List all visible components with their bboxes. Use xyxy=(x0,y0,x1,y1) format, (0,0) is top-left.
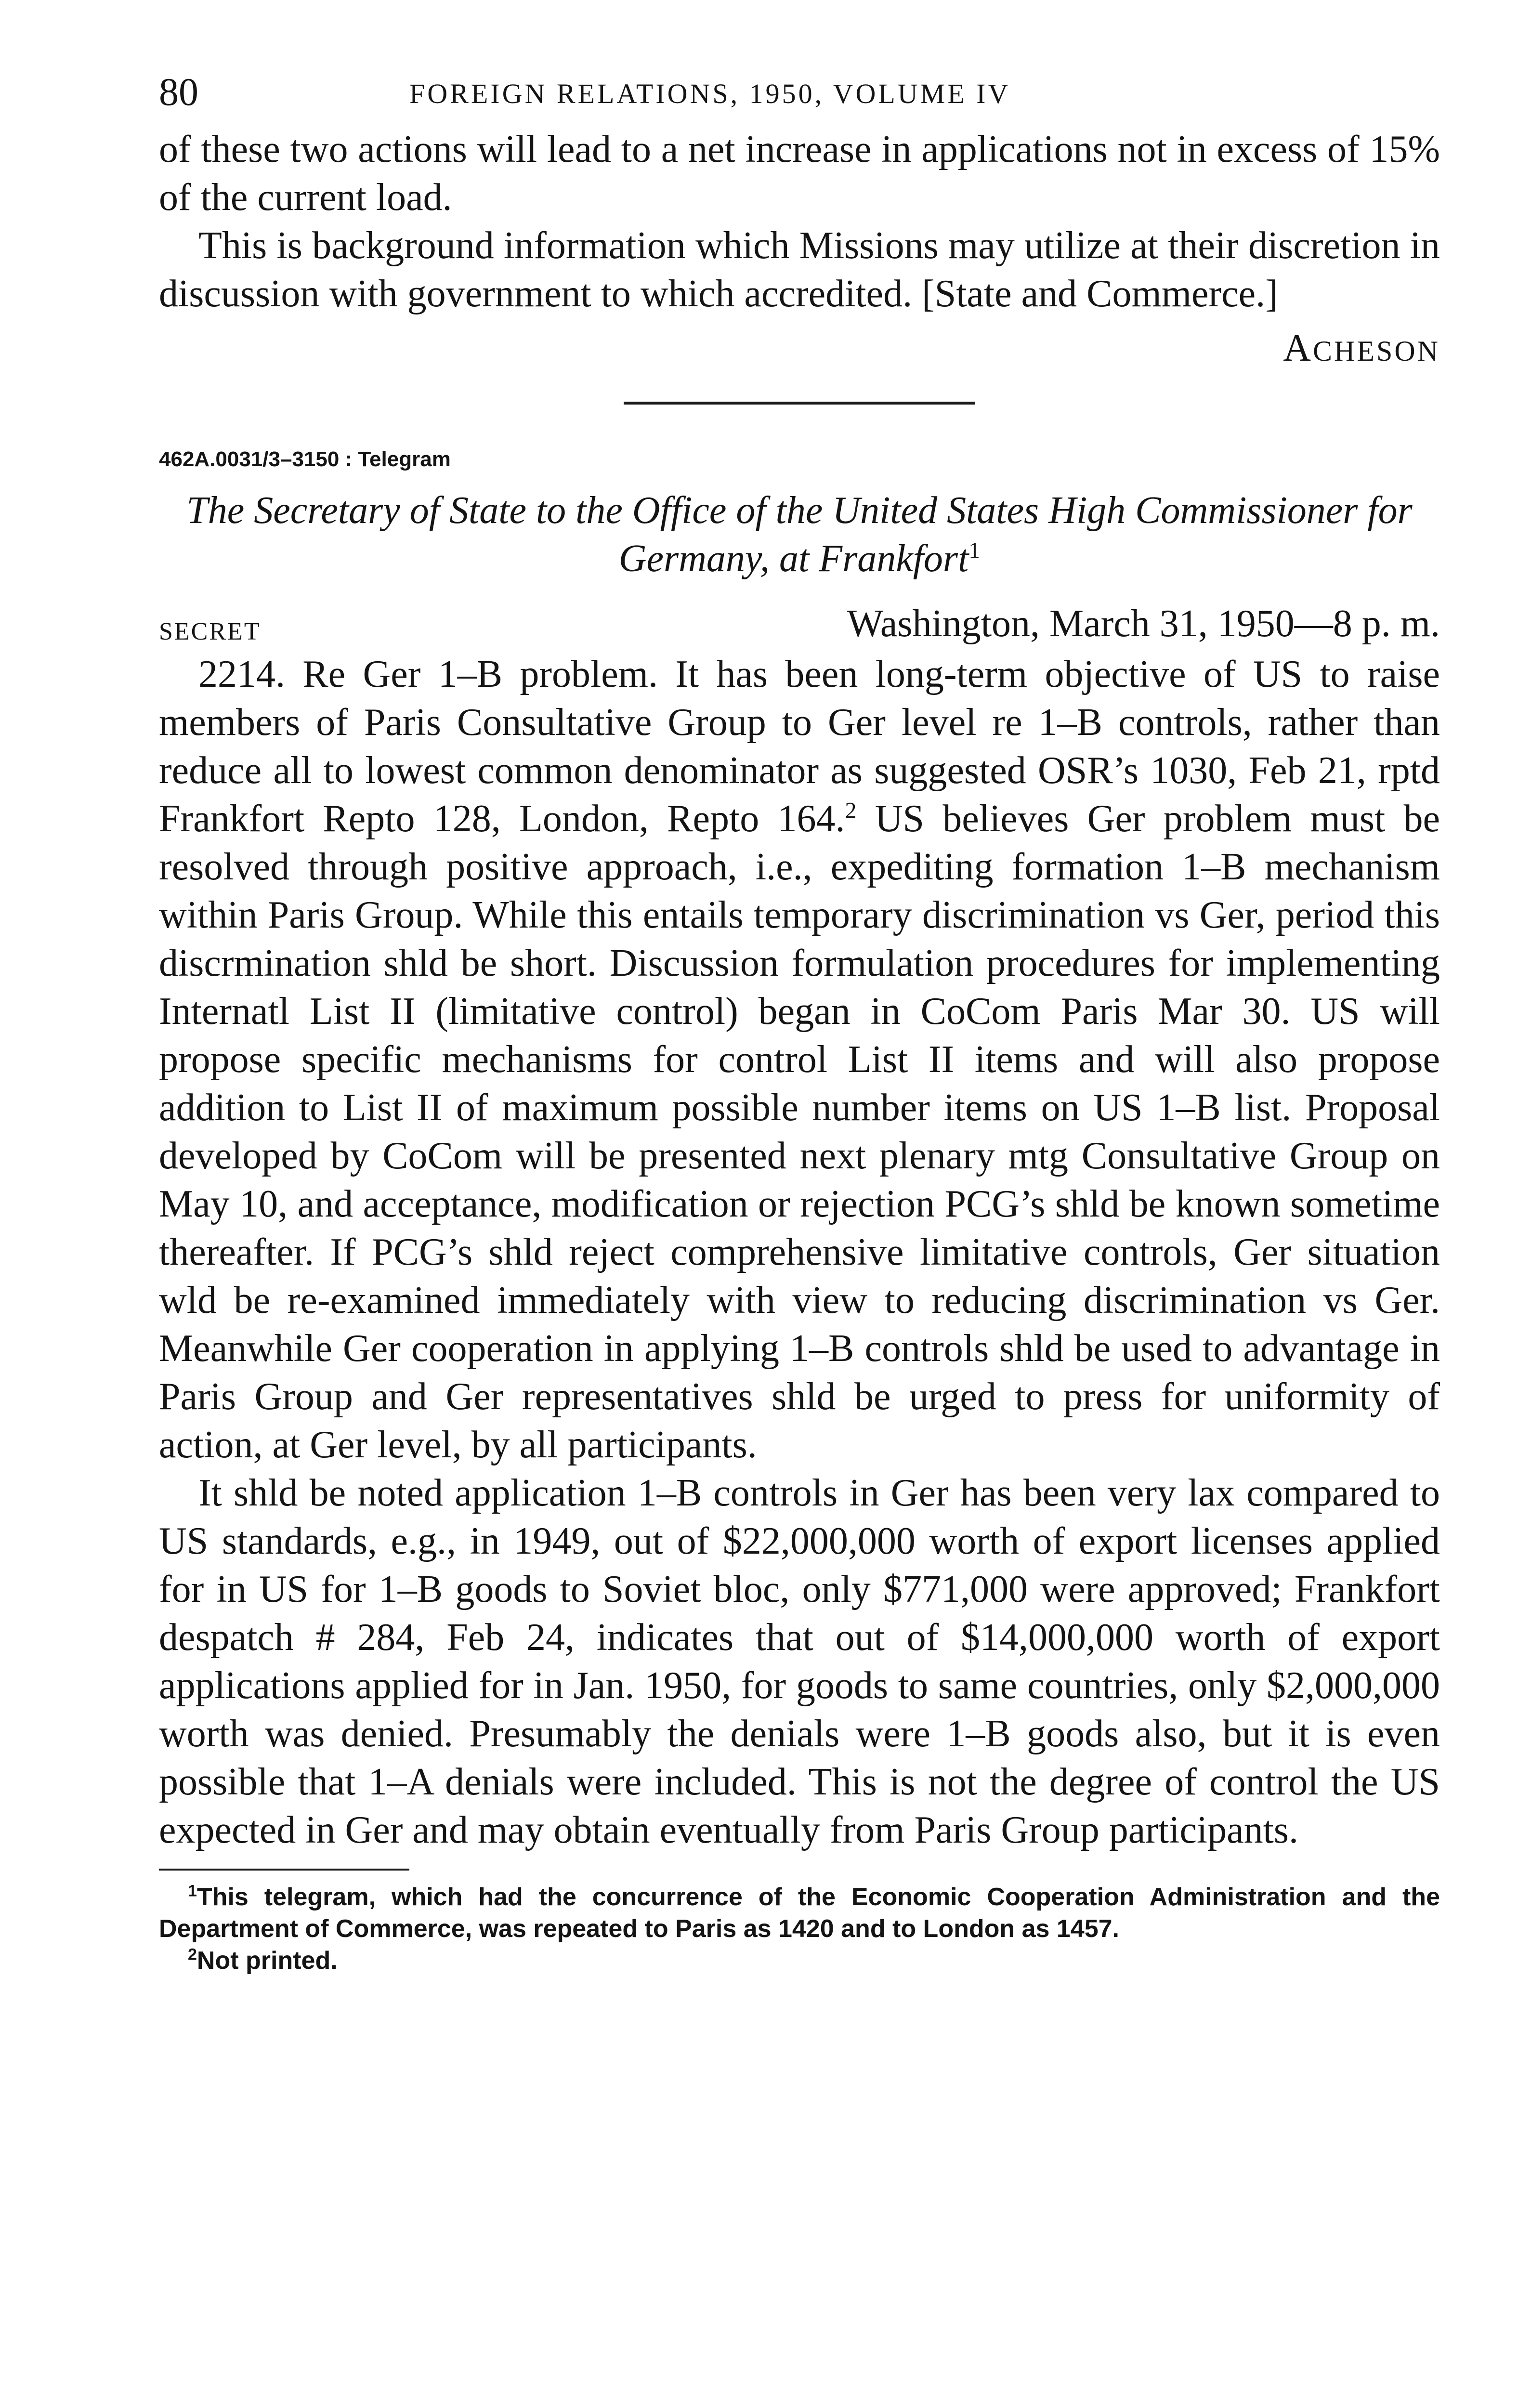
file-reference: 462A.0031/3–3150 : Telegram xyxy=(159,447,451,471)
telegram-paragraph-1-part-1: 2214. Re Ger 1–B problem. It has been long-term objective of US to raise members of Paris Consultative Group to Ger level re 1–B controls, rather than reduce all to lowest common denominator as suggested OSR’s 1030, Feb 21, rptd Frankfort Repto 128, London, Repto 164. xyxy=(159,653,1440,840)
telegram-paragraph-1 xyxy=(159,650,1440,1469)
classification-label: SECRET xyxy=(159,618,261,645)
previous-document-text xyxy=(159,125,1440,318)
running-title: FOREIGN RELATIONS, 1950, VOLUME IV xyxy=(409,78,1011,109)
telegram-paragraph-1-part-2: US believes Ger problem must be resolved through positive approach, i.e., expediting formation 1–B mechanism within Paris Group. While this entails temporary discrimination vs Ger, period this discrmination shld be short. Discussion formulation procedures for implementing Internatl List II (limitative control) began in CoCom Paris Mar 30. US will propose specific mechanisms for control List II items and will also propose addition to List II of maximum possible number items on US 1–B list. Proposal developed by CoCom will be presented next plenary mtg Consultative Group on May 10, and acceptance, modification or rejection PCG’s shld be known sometime thereafter. If PCG’s shld reject comprehensive limitative controls, Ger situation wld be re-examined immediately with view to reducing discrimination vs Ger. Meanwhile Ger cooperation in applying 1–B controls shld be used to advantage in Paris Group and Ger representatives shld be urged to press for uniformity of action, at Ger level, by all participants. xyxy=(159,798,1440,1466)
telegram-paragraph-2: It shld be noted application 1–B controls in Ger has been very lax compared to US standards, e.g., in 1949, out of $22,000,000 worth of export licenses applied for in US for 1–B goods to Soviet bloc, only $771,000 were approved; Frankfort despatch # 284, Feb 24, indicates that out of $14,000,000 worth of export applications applied for in Jan. 1950, for goods to same countries, only $2,000,000 worth was denied. Presumably the denials were 1–B goods also, but it is even possible that 1–A denials were included. This is not the degree of control the US expected in Ger and may obtain eventually from Paris Group participants. xyxy=(159,1472,1440,1851)
continued-paragraph: of these two actions will lead to a net increase in applications not in excess of 15% of the current load. xyxy=(159,128,1440,219)
footnote-2-marker: 2 xyxy=(188,1945,197,1964)
section-divider xyxy=(624,402,975,405)
signature-text: CHESON xyxy=(1312,335,1440,367)
footnote-2 xyxy=(159,1945,1440,1976)
document-page xyxy=(159,72,1440,1976)
dateline xyxy=(159,602,1440,650)
signature: ACHESON xyxy=(1283,327,1440,369)
footnote-1 xyxy=(159,1881,1440,1945)
page-header xyxy=(159,72,1440,125)
footnote-1-marker: 1 xyxy=(188,1882,197,1900)
document-title xyxy=(159,486,1440,583)
title-footnote-marker: 1 xyxy=(968,537,981,563)
background-paragraph: This is background information which Missions may utilize at their discretion in discussion with government to which accredited. [State and Commerce.] xyxy=(159,224,1440,315)
footnote-rule xyxy=(159,1869,409,1871)
paragraph-footnote-marker: 2 xyxy=(845,798,857,824)
footnotes xyxy=(159,1881,1440,1976)
page-number: 80 xyxy=(159,70,198,114)
document-title-text: The Secretary of State to the Office of the United States High Commissioner for Germany, at Frankfort xyxy=(186,489,1413,580)
telegram-text xyxy=(159,650,1440,1854)
footnote-1-text: This telegram, which had the concurrence of the Economic Cooperation Administration and the Department of Commerce, was repeated to Paris as 1420 and to London as 1457. xyxy=(159,1883,1440,1943)
place-and-date: Washington, March 31, 1950—8 p. m. xyxy=(847,602,1440,645)
footnote-2-text: Not printed. xyxy=(196,1947,338,1975)
